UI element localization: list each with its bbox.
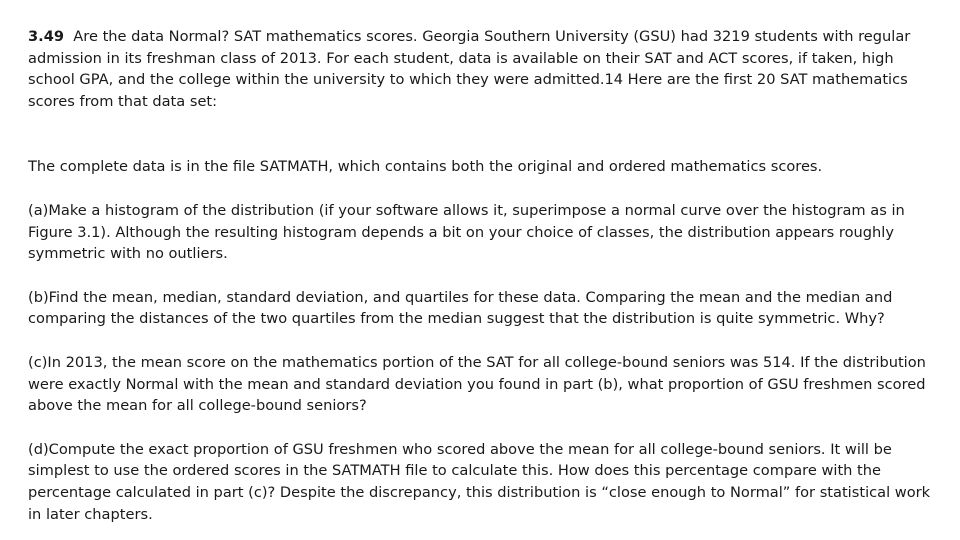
part-a [28, 200, 944, 265]
spacer [28, 417, 944, 439]
data-note: The complete data is in the file SATMATH, which contains both the original and ordered mathematics scores. [28, 158, 823, 176]
part-a-text: Make a histogram of the distribution (if your software allows it, superimpose a normal curve over the histogram as in Figure 3.1). Although the resulting histogram depends a bit on your choice of classes, the distribution appears roughly symmetric with no outliers. [28, 201, 905, 263]
part-c [28, 352, 944, 417]
spacer [28, 330, 944, 352]
problem-intro-text: Are the data Normal? SAT mathematics scores. Georgia Southern University (GSU) had 3219 students with regular admission in its freshman class of 2013. For each student, data is available on their SAT and ACT scores, if taken, high school GPA, and the college within the university to which they were admitted.14 Here are the first 20 SAT mathematics scores from that data set: [28, 28, 915, 110]
document-page [28, 26, 944, 525]
spacer [28, 265, 944, 287]
part-b-text: Find the mean, median, standard deviation, and quartiles for these data. Comparing the mean and the median and comparing the distances of the two quartiles from the median suggest that the distribution is quite symmetric. Why? [28, 288, 893, 328]
part-b-label: (b) [28, 288, 49, 306]
part-d-label: (d) [28, 440, 49, 458]
part-a-label: (a) [28, 201, 49, 219]
spacer [28, 178, 944, 200]
part-c-label: (c) [28, 353, 48, 371]
problem-number: 3.49 [28, 28, 65, 45]
problem-intro [28, 26, 944, 112]
part-d [28, 439, 944, 525]
part-c-text: In 2013, the mean score on the mathematics portion of the SAT for all college-bound seniors was 514. If the distribution were exactly Normal with the mean and standard deviation you found in part (b), what proportion of GSU freshmen scored above the mean for all college-bound seniors? [28, 353, 926, 415]
part-d-text: Compute the exact proportion of GSU freshmen who scored above the mean for all college-bound seniors. It will be simplest to use the ordered scores in the SATMATH file to calculate this. How does this percentage compare with the percentage calculated in part (c)? Despite the discrepancy, this distribution is “close enough to Normal” for statistical work in later chapters. [28, 440, 931, 523]
spacer [28, 112, 944, 156]
part-b [28, 287, 944, 330]
